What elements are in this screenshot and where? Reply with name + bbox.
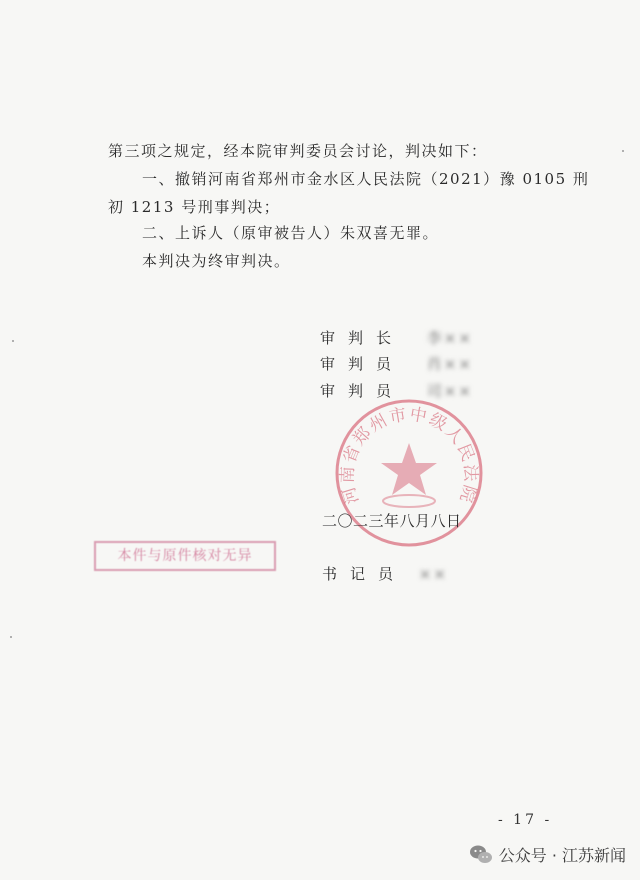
body-line-1: 第三项之规定，经本院审判委员会讨论，判决如下：: [108, 142, 488, 160]
signature-clerk: [322, 563, 448, 584]
scan-speck: [10, 636, 12, 638]
body-line-4: 二、上诉人（原审被告人）朱双喜无罪。: [142, 224, 440, 242]
body-line-3: 初 1213 号刑事判决；: [108, 198, 281, 216]
page-number: - 17 -: [498, 812, 553, 828]
scan-speck: [622, 150, 624, 152]
copy-verification-stamp: 本件与原件核对无异: [94, 541, 276, 571]
signature-role: 审判长: [320, 329, 405, 347]
watermark-label: 公众号 · 江苏新闻: [498, 846, 626, 865]
redacted-name: 司××: [426, 382, 473, 400]
wechat-icon: [469, 844, 493, 866]
body-line-5: 本判决为终审判决。: [142, 252, 291, 270]
redacted-name: ××: [418, 565, 448, 583]
signature-role: 审判员: [320, 355, 405, 373]
redacted-name: 肖××: [426, 355, 473, 373]
judgment-date: 二〇二三年八月八日: [322, 512, 462, 530]
redacted-name: 李××: [426, 329, 473, 347]
body-line-2: 一、撤销河南省郑州市金水区人民法院（2021）豫 0105 刑: [142, 170, 590, 188]
signature-role: 审判员: [320, 382, 405, 400]
clerk-role: 书记员: [322, 565, 407, 583]
signature-presiding-judge: [320, 327, 473, 348]
court-seal-text: 河南省郑州市中级人民法院: [337, 404, 481, 507]
watermark: [469, 843, 626, 866]
scan-speck: [12, 340, 14, 342]
signature-judge-1: [320, 353, 473, 374]
